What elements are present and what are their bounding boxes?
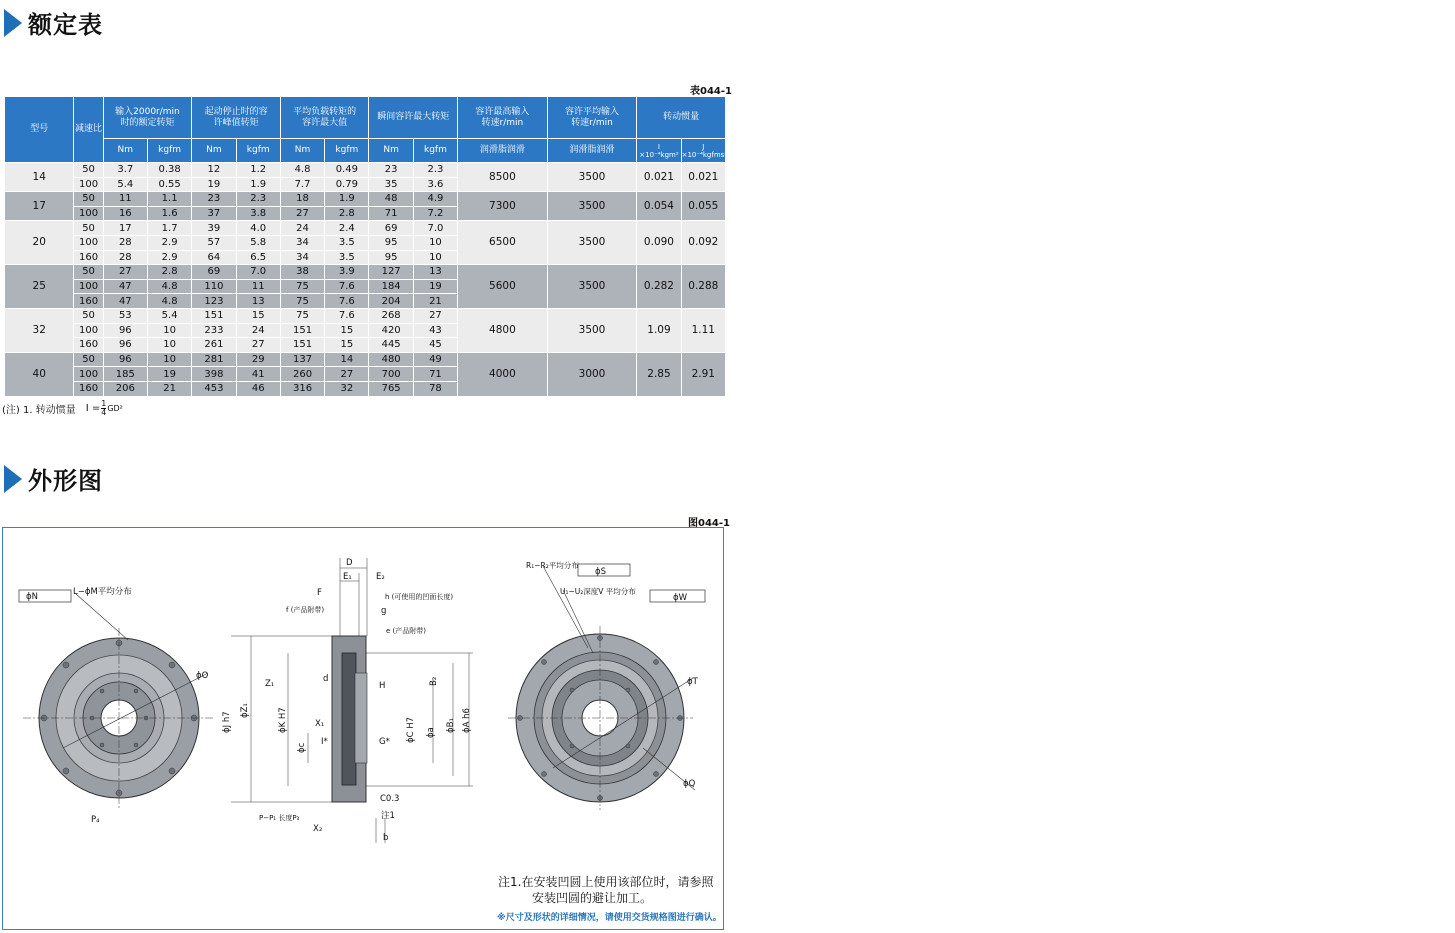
drawing-label: f (产品附带) (286, 606, 325, 614)
table-cell: 24 (236, 323, 280, 338)
table-cell: 160 (74, 250, 103, 265)
drawing-svg (3, 528, 722, 928)
drawing-label: E₂ (376, 572, 385, 582)
th-unit: kgfm (147, 139, 191, 163)
table-cell: 34 (280, 250, 324, 265)
table-cell: 46 (236, 381, 280, 396)
drawing-label: X₁ (315, 719, 325, 729)
cell-max-in: 5600 (458, 265, 548, 309)
drawing-label: X₂ (313, 824, 323, 834)
cell-I: 2.85 (637, 352, 681, 396)
table-cell: 16 (103, 206, 147, 221)
table-cell: 47 (103, 294, 147, 309)
section-header-outline (4, 461, 103, 496)
table-cell: 1.9 (236, 177, 280, 192)
th-model: 型号 (5, 97, 74, 163)
table-cell: 78 (413, 381, 457, 396)
table-cell: 32 (325, 381, 369, 396)
table-cell: 53 (103, 308, 147, 323)
cell-avg-in: 3500 (547, 221, 637, 265)
table-cell: 1.9 (325, 192, 369, 207)
table-cell: 29 (236, 352, 280, 367)
table-cell: 47 (103, 279, 147, 294)
table-cell: 160 (74, 338, 103, 353)
table-cell: 19 (147, 367, 191, 382)
table-row (5, 352, 726, 367)
table-cell: 96 (103, 352, 147, 367)
th-inertia-j: J ×10⁻⁴kgfms² (681, 139, 725, 163)
table-cell: 71 (413, 367, 457, 382)
drawing-label: R₁−R₂平均分布 (526, 561, 579, 570)
front-view-right (508, 560, 705, 810)
th-max-input: 容许最高输入 转速r/min (458, 97, 548, 139)
table-cell: 100 (74, 235, 103, 250)
table-cell: 75 (280, 279, 324, 294)
table-cell: 10 (147, 352, 191, 367)
drawing-label: ϕJ h7 (222, 711, 232, 733)
table-cell: 43 (413, 323, 457, 338)
table-cell: 39 (192, 221, 236, 236)
table-cell: 7.0 (413, 221, 457, 236)
section-title: 外形图 (28, 467, 103, 495)
th-instant: 瞬间容许最大转矩 (369, 97, 458, 139)
table-cell: 15 (325, 338, 369, 353)
cell-max-in: 4000 (458, 352, 548, 396)
drawing-footnote: ※尺寸及形状的详细情况，请使用交货规格图进行确认。 (497, 913, 722, 923)
table-cell: 50 (74, 308, 103, 323)
table-cell: 185 (103, 367, 147, 382)
table-cell: 4.8 (147, 279, 191, 294)
table-tag: 表044-1 (690, 86, 732, 97)
table-cell: 3.5 (325, 235, 369, 250)
table-cell: 23 (369, 163, 413, 178)
cell-I: 0.021 (637, 163, 681, 192)
cell-avg-in: 3500 (547, 308, 637, 352)
table-cell: 17 (103, 221, 147, 236)
drawing-label: ϕN (26, 592, 38, 602)
table-cell: 95 (369, 250, 413, 265)
table-cell: 4.8 (147, 294, 191, 309)
table-cell: 49 (413, 352, 457, 367)
table-cell: 27 (325, 367, 369, 382)
cell-J: 2.91 (681, 352, 725, 396)
table-cell: 18 (280, 192, 324, 207)
cell-avg-in: 3500 (547, 163, 637, 192)
cell-model: 25 (5, 265, 74, 309)
table-cell: 21 (147, 381, 191, 396)
table-cell: 1.1 (147, 192, 191, 207)
table-cell: 151 (280, 338, 324, 353)
table-cell: 1.6 (147, 206, 191, 221)
table-cell: 21 (413, 294, 457, 309)
table-cell: 151 (192, 308, 236, 323)
table-cell: 10 (413, 235, 457, 250)
table-cell: 37 (192, 206, 236, 221)
table-cell: 100 (74, 206, 103, 221)
table-cell: 233 (192, 323, 236, 338)
table-cell: 45 (413, 338, 457, 353)
th-unit: kgfm (325, 139, 369, 163)
table-cell: 69 (192, 265, 236, 280)
cell-J: 0.021 (681, 163, 725, 192)
table-cell: 480 (369, 352, 413, 367)
table-cell: 1.7 (147, 221, 191, 236)
note-tail: GD² (107, 404, 123, 413)
table-cell: 50 (74, 163, 103, 178)
cell-max-in: 6500 (458, 221, 548, 265)
th-inertia: 转动惯量 (637, 97, 726, 139)
table-cell: 2.4 (325, 221, 369, 236)
table-cell: 420 (369, 323, 413, 338)
table-cell: 7.6 (325, 279, 369, 294)
table-cell: 35 (369, 177, 413, 192)
table-cell: 48 (369, 192, 413, 207)
table-cell: 10 (147, 323, 191, 338)
table-cell: 7.7 (280, 177, 324, 192)
table-cell: 57 (192, 235, 236, 250)
note-eq: I = (85, 403, 101, 414)
cell-I: 0.282 (637, 265, 681, 309)
drawing-label: ϕK H7 (278, 707, 288, 733)
drawing-label: H (379, 681, 386, 691)
table-body (5, 163, 726, 397)
table-cell: 2.3 (236, 192, 280, 207)
table-cell: 2.9 (147, 250, 191, 265)
table-cell: 151 (280, 323, 324, 338)
th-inertia-i: I ×10⁻⁴kgm² (637, 139, 681, 163)
table-cell: 260 (280, 367, 324, 382)
table-cell: 700 (369, 367, 413, 382)
cell-model: 32 (5, 308, 74, 352)
cell-J: 0.055 (681, 192, 725, 221)
table-cell: 10 (413, 250, 457, 265)
drawing-label: ϕc (297, 742, 307, 753)
table-cell: 123 (192, 294, 236, 309)
section-view (222, 558, 473, 843)
table-cell: 41 (236, 367, 280, 382)
table-cell: 14 (325, 352, 369, 367)
th-unit: kgfm (413, 139, 457, 163)
cell-I: 1.09 (637, 308, 681, 352)
th-avg: 平均负载转矩的 容许最大值 (280, 97, 369, 139)
cell-J: 1.11 (681, 308, 725, 352)
table-cell: 100 (74, 367, 103, 382)
drawing-label: ϕa (426, 727, 436, 738)
drawing-label: ϕT (687, 677, 698, 687)
table-cell: 19 (413, 279, 457, 294)
table-cell: 50 (74, 352, 103, 367)
table-cell: 3.8 (236, 206, 280, 221)
th-lube: 润滑脂润滑 (458, 139, 548, 163)
drawing-note-line1: 注1.在安装凹圆上使用该部位时，请参照 (498, 875, 714, 889)
table-cell: 28 (103, 235, 147, 250)
table-cell: 13 (413, 265, 457, 280)
table-cell: 75 (280, 308, 324, 323)
section-arrow-icon (4, 465, 22, 493)
th-peak: 起动停止时的容 许峰值转矩 (192, 97, 281, 139)
table-cell: 0.49 (325, 163, 369, 178)
table-cell: 100 (74, 177, 103, 192)
table-cell: 24 (280, 221, 324, 236)
table-cell: 5.4 (147, 308, 191, 323)
note-fraction: $\frac{1}{4}$ (101, 399, 107, 417)
table-cell: 7.2 (413, 206, 457, 221)
table-cell: 23 (192, 192, 236, 207)
table-cell: 27 (103, 265, 147, 280)
table-cell: 50 (74, 221, 103, 236)
table-cell: 27 (236, 338, 280, 353)
table-cell: 110 (192, 279, 236, 294)
table-cell: 3.6 (413, 177, 457, 192)
drawing-label: e (产品附带) (386, 627, 426, 635)
table-cell: 453 (192, 381, 236, 396)
table-cell: 71 (369, 206, 413, 221)
table-cell: 100 (74, 323, 103, 338)
table-cell: 1.2 (236, 163, 280, 178)
table-cell: 5.8 (236, 235, 280, 250)
table-cell: 50 (74, 192, 103, 207)
table-cell: 0.79 (325, 177, 369, 192)
table-cell: 28 (103, 250, 147, 265)
table-cell: 69 (369, 221, 413, 236)
table-cell: 10 (147, 338, 191, 353)
table-cell: 206 (103, 381, 147, 396)
drawing-label: ϕC H7 (406, 716, 416, 743)
table-cell: 19 (192, 177, 236, 192)
table-row (5, 308, 726, 323)
cell-model: 40 (5, 352, 74, 396)
drawing-label: ϕQ (683, 779, 696, 789)
table-cell: 4.0 (236, 221, 280, 236)
th-avg-input: 容许平均输入 转速r/min (547, 97, 637, 139)
drawing-label: Z₁ (265, 679, 275, 689)
table-cell: 2.8 (147, 265, 191, 280)
th-unit: Nm (369, 139, 413, 163)
table-row (5, 265, 726, 280)
table-cell: 5.4 (103, 177, 147, 192)
cell-max-in: 7300 (458, 192, 548, 221)
table-cell: 127 (369, 265, 413, 280)
cell-avg-in: 3500 (547, 265, 637, 309)
table-cell: 11 (103, 192, 147, 207)
table-cell: 3.7 (103, 163, 147, 178)
section-title: 额定表 (28, 11, 103, 39)
th-rated: 输入2000r/min 时的额定转矩 (103, 97, 192, 139)
table-cell: 765 (369, 381, 413, 396)
table-cell: 0.55 (147, 177, 191, 192)
table-cell: 15 (236, 308, 280, 323)
table-cell: 6.5 (236, 250, 280, 265)
table-cell: 2.3 (413, 163, 457, 178)
cell-model: 17 (5, 192, 74, 221)
table-cell: 50 (74, 265, 103, 280)
table-cell: 15 (325, 323, 369, 338)
cell-model: 14 (5, 163, 74, 192)
section-arrow-icon (4, 9, 22, 37)
cell-J: 0.092 (681, 221, 725, 265)
drawing-label: D (346, 558, 353, 568)
table-cell: 27 (413, 308, 457, 323)
cell-max-in: 4800 (458, 308, 548, 352)
table-cell: 398 (192, 367, 236, 382)
drawing-label: 注1 (381, 811, 395, 821)
table-cell: 3.9 (325, 265, 369, 280)
table-cell: 137 (280, 352, 324, 367)
figure-tag: 图044-1 (688, 518, 730, 529)
table-cell: 261 (192, 338, 236, 353)
table-cell: 95 (369, 235, 413, 250)
table-row (5, 163, 726, 178)
table-cell: 38 (280, 265, 324, 280)
table-cell: 316 (280, 381, 324, 396)
th-unit: Nm (192, 139, 236, 163)
rating-table (4, 96, 726, 397)
table-cell: 268 (369, 308, 413, 323)
cell-avg-in: 3500 (547, 192, 637, 221)
front-view-left (19, 586, 215, 825)
drawing-label: U₁−U₂深度V 平均分布 (560, 587, 636, 596)
drawing-label: F (317, 588, 322, 598)
table-row (5, 221, 726, 236)
drawing-label: ϕS (595, 567, 607, 577)
table-cell: 12 (192, 163, 236, 178)
th-unit: Nm (280, 139, 324, 163)
table-cell: 100 (74, 279, 103, 294)
cell-J: 0.288 (681, 265, 725, 309)
inertia-note (2, 400, 123, 417)
table-cell: 445 (369, 338, 413, 353)
drawing-label: P−P₁ 长度P₃ (259, 814, 300, 822)
drawing-label: h (可使用的凹面长度) (385, 593, 454, 601)
table-cell: 4.8 (280, 163, 324, 178)
th-unit: kgfm (236, 139, 280, 163)
drawing-label: E₁ (343, 572, 352, 582)
table-cell: 184 (369, 279, 413, 294)
table-cell: 96 (103, 323, 147, 338)
table-cell: 96 (103, 338, 147, 353)
drawing-label: L−ϕM平均分布 (73, 587, 132, 597)
drawing-label: B₂ (429, 676, 439, 686)
drawing-label: b (383, 833, 389, 843)
drawing-label: ϕW (673, 593, 688, 603)
table-cell: 7.0 (236, 265, 280, 280)
table-cell: 160 (74, 294, 103, 309)
table-cell: 34 (280, 235, 324, 250)
th-unit: Nm (103, 139, 147, 163)
table-cell: 64 (192, 250, 236, 265)
cell-max-in: 8500 (458, 163, 548, 192)
drawing-label: ϕZ₁ (240, 703, 250, 718)
drawing-label: C0.3 (380, 794, 400, 804)
note-prefix: (注) 1. 转动惯量 (2, 405, 76, 416)
drawing-label: d (323, 674, 329, 684)
cell-avg-in: 3000 (547, 352, 637, 396)
table-cell: 0.38 (147, 163, 191, 178)
drawing-label: G* (379, 737, 390, 747)
table-cell: 281 (192, 352, 236, 367)
table-cell: 204 (369, 294, 413, 309)
drawing-label: ϕA h6 (462, 708, 472, 733)
cell-model: 20 (5, 221, 74, 265)
drawing-note-line2: 安装凹圆的避让加工。 (532, 891, 653, 905)
table-cell: 160 (74, 381, 103, 396)
cell-I: 0.090 (637, 221, 681, 265)
th-lube: 润滑脂润滑 (547, 139, 637, 163)
table-row (5, 192, 726, 207)
table-cell: 2.8 (325, 206, 369, 221)
table-cell: 7.6 (325, 308, 369, 323)
table-cell: 75 (280, 294, 324, 309)
cell-I: 0.054 (637, 192, 681, 221)
drawing-label: ϕO (196, 671, 209, 681)
table-cell: 7.6 (325, 294, 369, 309)
drawing-label: g (381, 606, 387, 616)
drawing-label: P₄ (91, 815, 100, 825)
table-cell: 2.9 (147, 235, 191, 250)
table-cell: 3.5 (325, 250, 369, 265)
section-header-rating (4, 5, 103, 40)
th-ratio: 减速比 (74, 97, 103, 163)
table-cell: 13 (236, 294, 280, 309)
table-cell: 27 (280, 206, 324, 221)
outline-drawing (2, 527, 724, 930)
table-cell: 11 (236, 279, 280, 294)
drawing-label: ϕB₁ (446, 718, 456, 733)
table-cell: 4.9 (413, 192, 457, 207)
drawing-label: I* (321, 737, 328, 747)
